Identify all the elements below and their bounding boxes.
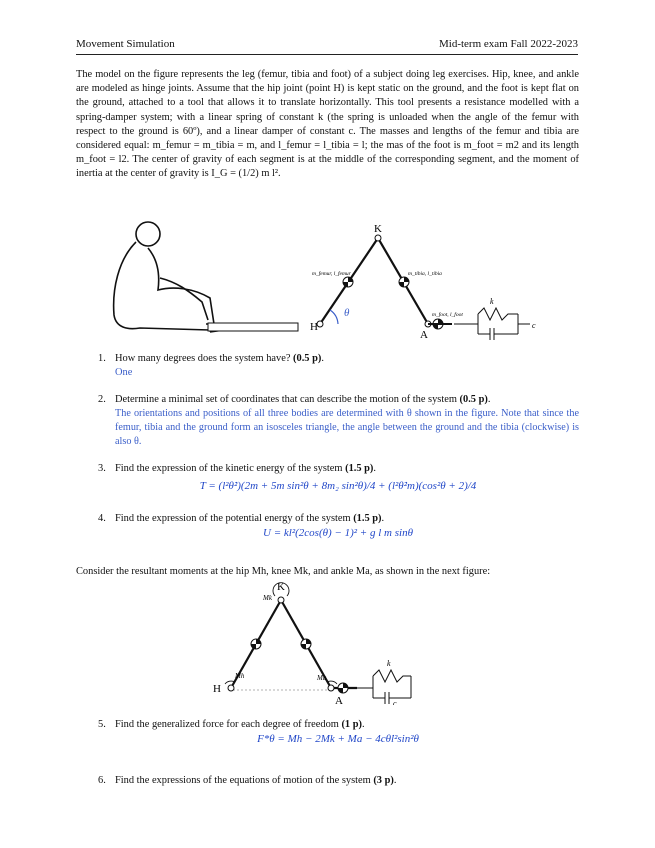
knee-label-2: K xyxy=(277,581,285,593)
foot-mass-label: m_foot, l_foot xyxy=(432,312,463,318)
leg-linkage xyxy=(320,238,428,324)
damper-label: c xyxy=(532,321,536,330)
cog-markers-2 xyxy=(251,639,348,693)
damper-label-2: c xyxy=(393,699,397,705)
ma-label: Ma xyxy=(317,674,327,682)
theta-arc xyxy=(330,310,338,324)
intro-paragraph xyxy=(76,68,579,182)
question-2-points: (0.5 p) xyxy=(459,394,488,405)
question-6-text: Find the expressions of the equations of motion of the system xyxy=(115,775,371,786)
question-1-points: (0.5 p) xyxy=(293,353,322,364)
consider-text: Consider the resultant moments at the hip Mh, knee Mk, and ankle Ma, as shown in the next figure: xyxy=(76,566,491,577)
answer-5: F*θ = Mh − 2Mk + Ma − 4cθ̇l²sin²θ xyxy=(257,733,419,745)
mk-label: Mk xyxy=(263,594,272,602)
foot-platform xyxy=(208,323,298,331)
figure-moments xyxy=(205,580,445,705)
intro-text: The model on the figure represents the leg (femur, tibia and foot) of a subject doing leg exercises. Hip, knee, and ankle are modeled as hinge joints. Assume that the hip joint (point H) is kept static on the ground, and the foot is kept flat on the ground, attached to a tool that allows it to translate horizontally. This tool presents a resistance modelled with a spring-damper system; with a linear spring of constant k (the spring is unloaded when the angle of the femur with respect to the ground is 60º), and a linear damper of constant c. The masses and lengths of the femur and tibia are considered equal: m_femur = m_tibia = m, and l_femur = l_tibia = l; the mas of the foot is m_foot = m2 and its length m_foot = l2. The center of gravity of each segment is at the middle of the corresponding segment, and the moment of inertia at the center of gravity is I_G = (1/2) m l². xyxy=(76,69,579,180)
theta-label: θ xyxy=(344,307,350,319)
answer-2: The orientations and positions of all three bodies are determined with θ shown in the figure. Note that since the femur, tibia and the ground form an isosceles triangle, the angle between the ground and the tibia (clockwise) is also θ. xyxy=(115,408,579,447)
question-3-points: (1.5 p) xyxy=(345,463,374,474)
question-1-text: How many degrees does the system have? xyxy=(115,353,291,364)
knee-joint xyxy=(375,235,381,241)
answer-3: T = (l²θ̇²)(2m + 5m sin²θ + 8m₂ sin²θ)/4 + (l²θ̇²m)(cos²θ + 2)/4 xyxy=(199,480,477,492)
question-3-text: Find the expression of the kinetic energy of the system xyxy=(115,463,343,474)
ankle-label: A xyxy=(420,329,428,341)
question-4-points: (1.5 p) xyxy=(353,513,382,524)
leg-linkage-2 xyxy=(231,600,357,688)
question-6-points: (3 p) xyxy=(373,775,394,786)
answer-1: One xyxy=(115,367,133,378)
knee-label: K xyxy=(374,223,382,235)
exam-title: Mid-term exam Fall 2022-2023 xyxy=(438,38,578,50)
page-header xyxy=(76,38,578,55)
spring-damper xyxy=(454,308,530,340)
course-title: Movement Simulation xyxy=(76,38,175,50)
figure-leg-model xyxy=(98,220,558,350)
question-4-text: Find the expression of the potential energy of the system xyxy=(115,513,351,524)
spring-label: k xyxy=(490,297,494,306)
question-5-text: Find the generalized force for each degree of freedom xyxy=(115,719,339,730)
spring-damper-2 xyxy=(357,670,411,704)
tibia-mass-label: m_tibia, l_tibia xyxy=(408,271,442,277)
person-illustration xyxy=(114,222,224,332)
mh-label: Mh xyxy=(235,672,245,680)
femur-mass-label: m_femur, l_femur xyxy=(312,271,351,277)
question-2-text: Determine a minimal set of coordinates that can describe the motion of the system xyxy=(115,394,457,405)
answer-4: U = kl²(2cos(θ) − 1)² + g l m sinθ xyxy=(263,527,413,539)
ankle-label-2: A xyxy=(335,695,343,705)
spring-label-2: k xyxy=(387,659,391,668)
hip-label: H xyxy=(310,321,318,333)
question-5-points: (1 p) xyxy=(341,719,362,730)
hip-label-2: H xyxy=(213,683,221,695)
